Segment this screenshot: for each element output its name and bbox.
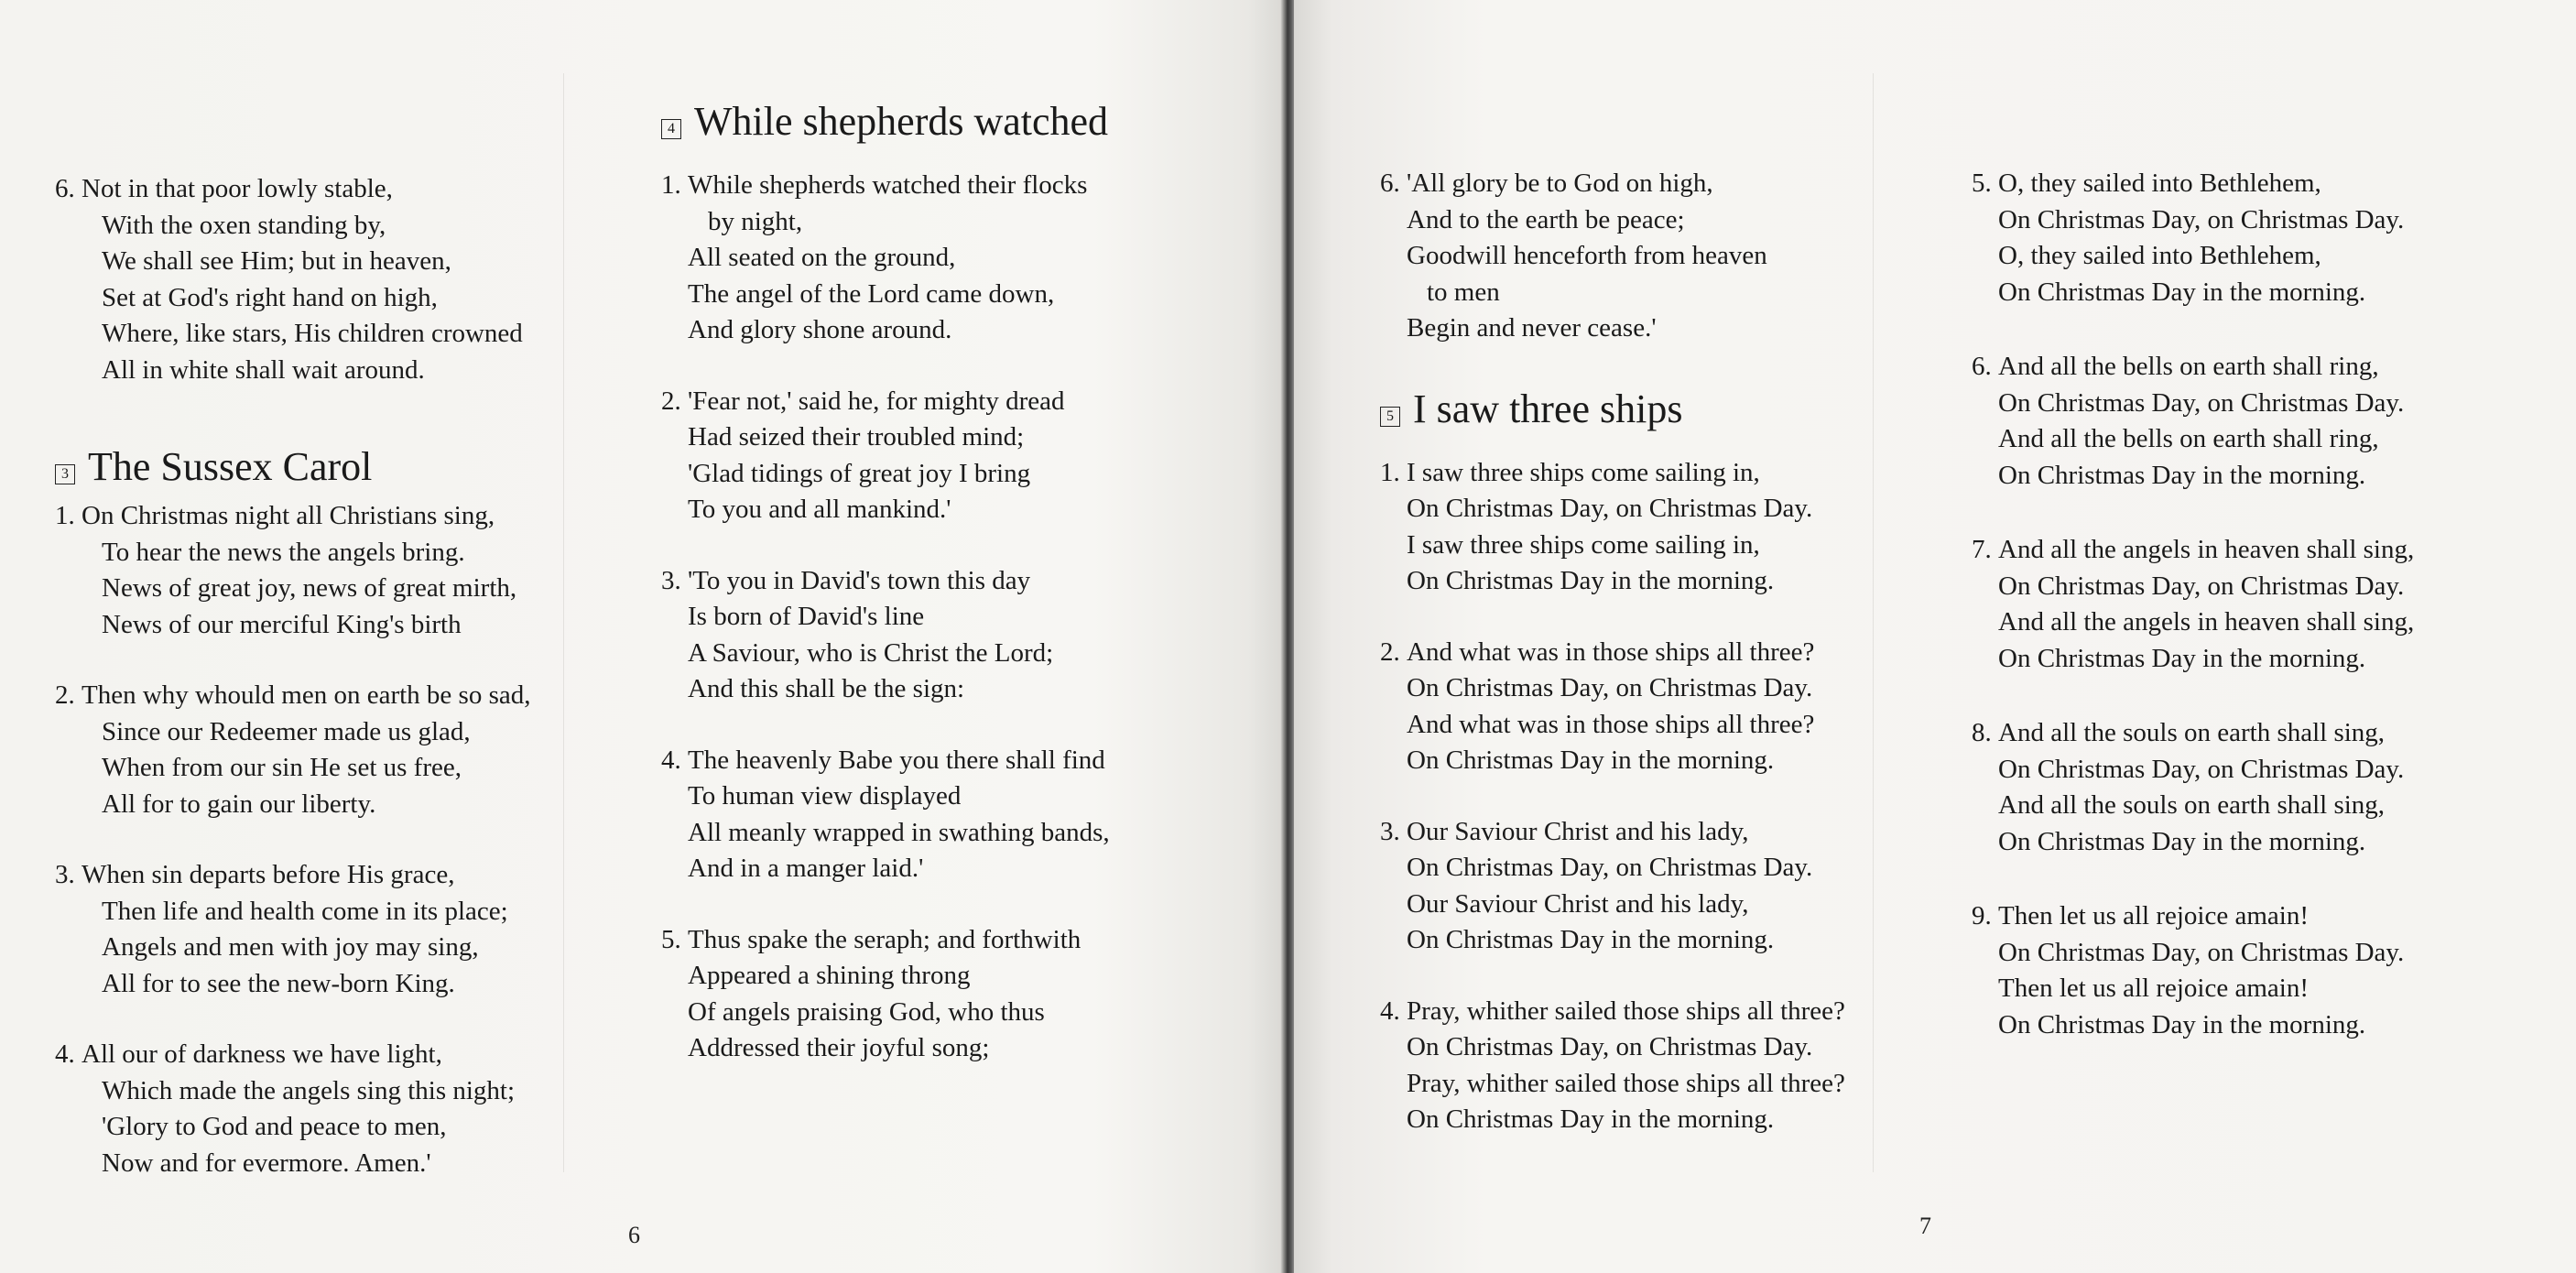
hymn-title-text: I saw three ships bbox=[1413, 386, 1683, 431]
verse-line: On Christmas Day, on Christmas Day. bbox=[1998, 571, 2405, 601]
verse-line: On Christmas Day in the morning. bbox=[1998, 1009, 2366, 1039]
verse-line: On Christmas Day, on Christmas Day. bbox=[1998, 937, 2405, 967]
verse bbox=[55, 857, 530, 1002]
page-number: 6 bbox=[628, 1222, 640, 1248]
verse-line: 'Glory to God and peace to men, bbox=[102, 1112, 447, 1141]
verse-lines bbox=[82, 498, 516, 643]
verse-line: News of great joy, news of great mirth, bbox=[102, 573, 517, 603]
verse-line: Now and for evermore. Amen.' bbox=[102, 1148, 431, 1178]
verse-lines bbox=[1998, 532, 2414, 677]
verse-number: 2. bbox=[1380, 636, 1407, 667]
verse-line: All for to gain our liberty. bbox=[102, 789, 376, 819]
verse bbox=[1380, 814, 1845, 959]
verse-lines bbox=[688, 384, 1065, 528]
verse-line: 'To you in David's town this day bbox=[688, 565, 1031, 595]
hymn-title bbox=[55, 441, 530, 493]
verse-number: 3. bbox=[1380, 816, 1407, 846]
verse-line: The heavenly Babe you there shall find bbox=[688, 745, 1105, 775]
verse-lines bbox=[1998, 166, 2404, 310]
verse-line: Appeared a shining throng bbox=[688, 961, 971, 990]
verse-line: to men bbox=[1427, 277, 1500, 307]
verse-line: Is born of David's line bbox=[688, 602, 925, 631]
verse-line: On Christmas Day in the morning. bbox=[1998, 826, 2366, 856]
verse bbox=[1380, 635, 1845, 779]
verse bbox=[1972, 715, 2414, 860]
verse-number: 7. bbox=[1972, 535, 1998, 564]
verse-number: 6. bbox=[55, 174, 82, 203]
verse-line: I saw three ships come sailing in, bbox=[1407, 529, 1760, 560]
verse-line: And what was in those ships all three? bbox=[1407, 709, 1815, 739]
verse-number: 5. bbox=[661, 924, 688, 954]
verse-number: 2. bbox=[661, 386, 688, 416]
verse-line: Pray, whither sailed those ships all three? bbox=[1407, 996, 1845, 1026]
verse-line: O, they sailed into Bethlehem, bbox=[1998, 169, 2321, 198]
verse-lines bbox=[1407, 814, 1812, 959]
verse-lines bbox=[1407, 166, 1767, 347]
verse-line: And all the souls on earth shall sing, bbox=[1998, 718, 2386, 747]
verse-line: On Christmas Day, on Christmas Day. bbox=[1407, 673, 1813, 702]
left-column-1 bbox=[55, 171, 530, 1216]
hymn-title bbox=[1380, 384, 1845, 435]
verse-lines bbox=[1407, 635, 1814, 779]
verse-lines bbox=[82, 678, 530, 822]
verse-line: by night, bbox=[708, 206, 803, 236]
verse-line: And all the angels in heaven shall sing, bbox=[1998, 535, 2415, 564]
verse-line: On Christmas Day, on Christmas Day. bbox=[1407, 494, 1813, 523]
verse-line: On Christmas Day in the morning. bbox=[1407, 1104, 1775, 1134]
verse-line: Since our Redeemer made us glad, bbox=[102, 716, 471, 746]
verse-line: And all the angels in heaven shall sing, bbox=[1998, 607, 2415, 636]
verse-line: On Christmas Day, on Christmas Day. bbox=[1407, 853, 1813, 882]
verse-line: Then let us all rejoice amain! bbox=[1998, 901, 2309, 930]
verse-number: 4. bbox=[1380, 996, 1407, 1026]
verse-line: Then why whould men on earth be so sad, bbox=[82, 680, 531, 710]
bleed-through-rule bbox=[1873, 73, 1874, 1172]
verse-line: Where, like stars, His children crowned bbox=[102, 319, 523, 348]
verse-lines bbox=[688, 563, 1053, 708]
verse-lines bbox=[1998, 349, 2404, 494]
hymn-title-text: The Sussex Carol bbox=[88, 444, 373, 489]
verse bbox=[661, 922, 1110, 1067]
verse-line: To hear the news the angels bring. bbox=[102, 537, 465, 567]
verse bbox=[55, 171, 530, 388]
hymn-title-text: While shepherds watched bbox=[694, 99, 1109, 144]
left-page bbox=[0, 0, 1287, 1273]
verse-lines bbox=[82, 1037, 515, 1181]
verse-line: On Christmas Day in the morning. bbox=[1407, 925, 1775, 954]
verse bbox=[661, 743, 1110, 887]
bleed-through-rule bbox=[563, 73, 564, 1172]
verse-line: And all the souls on earth shall sing, bbox=[1998, 790, 2386, 820]
verse-line: And this shall be the sign: bbox=[688, 674, 965, 703]
verse-line: 'All glory be to God on high, bbox=[1407, 169, 1713, 198]
left-column-2 bbox=[661, 96, 1110, 1102]
verse bbox=[661, 563, 1110, 708]
verse-line: On Christmas Day, on Christmas Day. bbox=[1998, 204, 2405, 234]
verse-line: On Christmas Day, on Christmas Day. bbox=[1998, 754, 2405, 784]
verse-number: 3. bbox=[55, 860, 82, 889]
verse-lines bbox=[82, 171, 523, 388]
verse-number: 1. bbox=[1380, 457, 1407, 487]
verse-line: Of angels praising God, who thus bbox=[688, 996, 1045, 1027]
verse-line: On Christmas Day in the morning. bbox=[1407, 566, 1775, 595]
verse-line: Not in that poor lowly stable, bbox=[82, 174, 393, 203]
verse-number: 3. bbox=[661, 565, 688, 595]
verse-line: Begin and never cease.' bbox=[1407, 313, 1657, 343]
verse-lines bbox=[1407, 455, 1812, 600]
verse-line: On Christmas Day in the morning. bbox=[1998, 643, 2366, 673]
verse-line: I saw three ships come sailing in, bbox=[1407, 457, 1760, 487]
verse-number: 8. bbox=[1972, 718, 1998, 747]
verse-line: On Christmas Day in the morning. bbox=[1407, 745, 1775, 775]
verse-line: When from our sin He set us free, bbox=[102, 753, 462, 782]
verse-line: News of our merciful King's birth bbox=[102, 609, 462, 639]
verse-line: And all the bells on earth shall ring, bbox=[1998, 424, 2379, 453]
verse-line: And to the earth be peace; bbox=[1407, 204, 1685, 234]
verse bbox=[661, 168, 1110, 349]
verse-line: Then let us all rejoice amain! bbox=[1998, 974, 2309, 1003]
verse bbox=[1380, 994, 1845, 1138]
hymn-number-box: 5 bbox=[1380, 407, 1400, 427]
verse-line: Which made the angels sing this night; bbox=[102, 1075, 516, 1105]
verse-lines bbox=[1998, 715, 2404, 860]
verse-number: 6. bbox=[1972, 352, 1998, 381]
verse-line: And in a manger laid.' bbox=[688, 854, 924, 883]
verse-line: We shall see Him; but in heaven, bbox=[102, 246, 451, 276]
verse-line: All meanly wrapped in swathing bands, bbox=[688, 817, 1110, 847]
page-number: 7 bbox=[1919, 1213, 1931, 1239]
verse-line: Angels and men with joy may sing, bbox=[102, 932, 479, 962]
verse-line: And all the bells on earth shall ring, bbox=[1998, 352, 2379, 381]
verse-lines bbox=[688, 168, 1087, 349]
verse bbox=[1972, 166, 2414, 310]
verse bbox=[55, 1037, 530, 1181]
verse-line: And glory shone around. bbox=[688, 315, 952, 344]
verse-lines bbox=[1407, 994, 1845, 1138]
verse-line: To you and all mankind.' bbox=[688, 495, 951, 524]
verse-line: To human view displayed bbox=[688, 781, 962, 811]
verse-line: On Christmas Day, on Christmas Day. bbox=[1998, 387, 2405, 418]
verse-number: 4. bbox=[661, 745, 688, 775]
verse-number: 1. bbox=[55, 501, 82, 530]
verse-line: On Christmas Day in the morning. bbox=[1998, 277, 2366, 307]
verse-line: All in white shall wait around. bbox=[102, 354, 425, 385]
verse-number: 1. bbox=[661, 170, 688, 200]
verse-number: 5. bbox=[1972, 169, 1998, 198]
verse bbox=[1972, 349, 2414, 494]
verse bbox=[661, 384, 1110, 528]
hymn-title bbox=[661, 96, 1110, 147]
hymn-number-box: 4 bbox=[661, 119, 681, 139]
verse-line: Addressed their joyful song; bbox=[688, 1033, 990, 1062]
right-column-1 bbox=[1380, 166, 1845, 1173]
verse-line: Our Saviour Christ and his lady, bbox=[1407, 816, 1749, 846]
verse-line: O, they sailed into Bethlehem, bbox=[1998, 241, 2321, 270]
verse-lines bbox=[688, 743, 1110, 887]
verse-line: Thus spake the seraph; and forthwith bbox=[688, 924, 1081, 954]
right-column-2 bbox=[1972, 166, 2414, 1082]
verse-lines bbox=[82, 857, 508, 1002]
verse-line: All for to see the new-born King. bbox=[102, 968, 455, 998]
right-page bbox=[1294, 0, 2576, 1273]
verse-line: Pray, whither sailed those ships all three? bbox=[1407, 1068, 1845, 1098]
verse bbox=[1972, 532, 2414, 677]
verse-line: All our of darkness we have light, bbox=[82, 1039, 442, 1069]
verse-line: 'Glad tidings of great joy I bring bbox=[688, 458, 1031, 488]
verse-line: On Christmas Day in the morning. bbox=[1998, 460, 2366, 490]
verse-line: All seated on the ground, bbox=[688, 243, 956, 272]
verse bbox=[55, 498, 530, 643]
verse-line: The angel of the Lord came down, bbox=[688, 278, 1055, 309]
verse bbox=[1972, 898, 2414, 1043]
verse-line: 'Fear not,' said he, for mighty dread bbox=[688, 386, 1065, 416]
verse-lines bbox=[688, 922, 1081, 1067]
verse-line: With the oxen standing by, bbox=[102, 210, 386, 240]
verse-line: And what was in those ships all three? bbox=[1407, 636, 1815, 667]
verse-line: Our Saviour Christ and his lady, bbox=[1407, 888, 1749, 919]
hymn-number-box: 3 bbox=[55, 464, 75, 484]
verse-number: 6. bbox=[1380, 169, 1407, 198]
verse-line: A Saviour, who is Christ the Lord; bbox=[688, 637, 1054, 668]
verse-line: Goodwill henceforth from heaven bbox=[1407, 241, 1767, 270]
verse-line: On Christmas night all Christians sing, bbox=[82, 501, 495, 530]
verse-line: Set at God's right hand on high, bbox=[102, 282, 438, 312]
verse-line: While shepherds watched their flocks bbox=[688, 170, 1088, 200]
verse-line: Had seized their troubled mind; bbox=[688, 422, 1025, 452]
verse bbox=[55, 678, 530, 822]
verse-lines bbox=[1998, 898, 2404, 1043]
verse-line: On Christmas Day, on Christmas Day. bbox=[1407, 1032, 1813, 1061]
verse-line: Then life and health come in its place; bbox=[102, 896, 508, 926]
verse-line: When sin departs before His grace, bbox=[82, 860, 455, 889]
verse bbox=[1380, 166, 1845, 347]
verse bbox=[1380, 455, 1845, 600]
verse-number: 9. bbox=[1972, 901, 1998, 930]
verse-number: 4. bbox=[55, 1039, 82, 1069]
verse-number: 2. bbox=[55, 680, 82, 710]
